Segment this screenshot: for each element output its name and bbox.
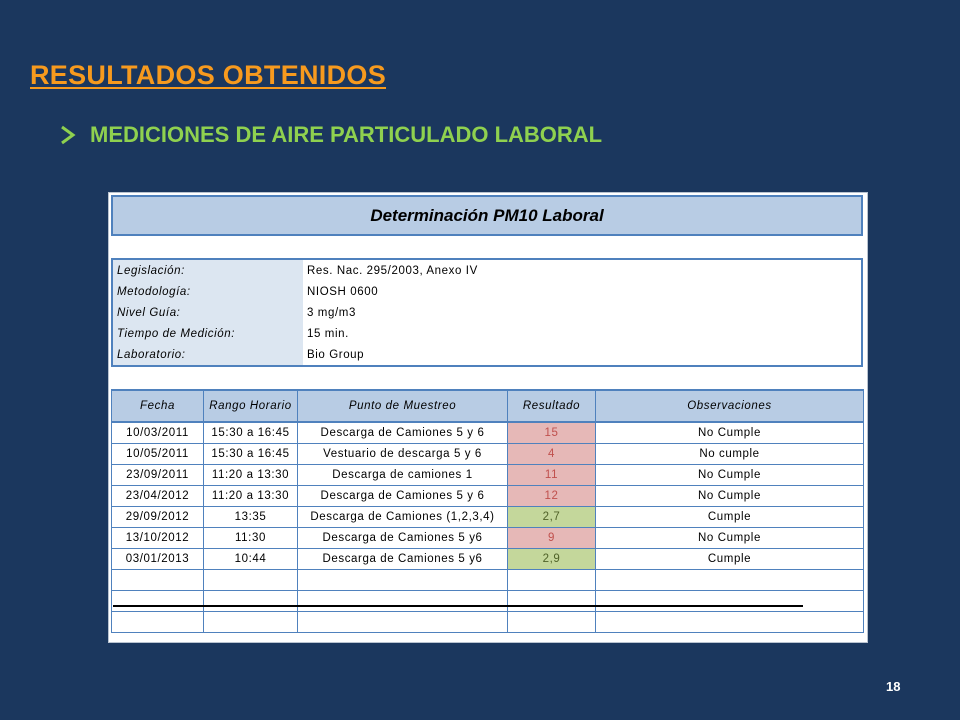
cell-observaciones [596, 612, 864, 633]
cell-punto: Descarga de Camiones 5 y 6 [298, 422, 508, 444]
info-value: 15 min. [307, 327, 349, 340]
cell-observaciones: Cumple [596, 549, 864, 570]
cell-fecha: 13/10/2012 [112, 528, 204, 549]
info-value: Res. Nac. 295/2003, Anexo IV [307, 264, 478, 277]
cell-punto: Descarga de camiones 1 [298, 465, 508, 486]
table-row [112, 507, 864, 528]
cell-punto: Descarga de Camiones (1,2,3,4) [298, 507, 508, 528]
cell-resultado [508, 591, 596, 612]
info-row [113, 260, 861, 281]
slide-title: RESULTADOS OBTENIDOS [30, 60, 387, 90]
cell-punto: Descarga de Camiones 5 y6 [298, 549, 508, 570]
subtitle-text: MEDICIONES DE AIRE PARTICULADO LABORAL [90, 122, 603, 147]
cell-fecha: 10/05/2011 [112, 444, 204, 465]
info-row [113, 344, 861, 365]
cell-observaciones: No Cumple [596, 528, 864, 549]
cell-fecha: 23/04/2012 [112, 486, 204, 507]
cell-observaciones: No cumple [596, 444, 864, 465]
info-row [113, 323, 861, 344]
info-table [111, 258, 863, 367]
info-label: Nivel Guía: [113, 302, 303, 323]
cell-rango [204, 591, 298, 612]
cell-resultado: 15 [508, 422, 596, 444]
cell-rango: 11:20 a 13:30 [204, 486, 298, 507]
info-value: NIOSH 0600 [307, 285, 379, 298]
cell-observaciones: No Cumple [596, 422, 864, 444]
cell-punto [298, 612, 508, 633]
cell-rango: 11:30 [204, 528, 298, 549]
cell-rango: 13:35 [204, 507, 298, 528]
table-row [112, 486, 864, 507]
info-label: Metodología: [113, 281, 303, 302]
cell-resultado: 2,9 [508, 549, 596, 570]
cell-resultado: 11 [508, 465, 596, 486]
cell-fecha: 03/01/2013 [112, 549, 204, 570]
table-row [112, 465, 864, 486]
cell-resultado [508, 612, 596, 633]
cell-resultado: 9 [508, 528, 596, 549]
cell-fecha [112, 570, 204, 591]
cell-rango: 11:20 a 13:30 [204, 465, 298, 486]
cell-fecha: 29/09/2012 [112, 507, 204, 528]
page-number: 18 [886, 679, 901, 694]
table-row [112, 570, 864, 591]
cell-rango: 10:44 [204, 549, 298, 570]
arrow-bullet-icon [60, 124, 76, 146]
table-header-row [112, 390, 864, 422]
col-header-observaciones: Observaciones [596, 390, 864, 422]
cell-resultado [508, 570, 596, 591]
cell-punto [298, 570, 508, 591]
cell-observaciones [596, 591, 864, 612]
table-row [112, 549, 864, 570]
pm10-sheet [108, 192, 868, 643]
info-value: 3 mg/m3 [307, 306, 356, 319]
table-row [112, 612, 864, 633]
cell-fecha: 10/03/2011 [112, 422, 204, 444]
cell-fecha [112, 591, 204, 612]
cell-punto: Descarga de Camiones 5 y6 [298, 528, 508, 549]
cell-punto: Vestuario de descarga 5 y 6 [298, 444, 508, 465]
cell-rango: 15:30 a 16:45 [204, 444, 298, 465]
sheet-heading: Determinación PM10 Laboral [111, 195, 863, 236]
cell-resultado: 4 [508, 444, 596, 465]
col-header-rango: Rango Horario [204, 390, 298, 422]
col-header-fecha: Fecha [112, 390, 204, 422]
cell-observaciones: No Cumple [596, 465, 864, 486]
col-header-resultado: Resultado [508, 390, 596, 422]
info-label: Legislación: [113, 260, 303, 281]
table-row [112, 444, 864, 465]
cell-resultado: 12 [508, 486, 596, 507]
info-value: Bio Group [307, 348, 365, 361]
results-table [111, 389, 864, 633]
cell-rango [204, 612, 298, 633]
info-row [113, 302, 861, 323]
cell-observaciones: Cumple [596, 507, 864, 528]
info-row [113, 281, 861, 302]
cell-observaciones: No Cumple [596, 486, 864, 507]
info-label: Tiempo de Medición: [113, 323, 303, 344]
cell-observaciones [596, 570, 864, 591]
cell-resultado: 2,7 [508, 507, 596, 528]
cell-rango [204, 570, 298, 591]
info-label: Laboratorio: [113, 344, 303, 365]
strike-line [113, 605, 803, 607]
col-header-punto: Punto de Muestreo [298, 390, 508, 422]
cell-punto [298, 591, 508, 612]
subtitle-bullet [60, 122, 602, 148]
cell-fecha: 23/09/2011 [112, 465, 204, 486]
cell-fecha [112, 612, 204, 633]
cell-punto: Descarga de Camiones 5 y 6 [298, 486, 508, 507]
table-row [112, 591, 864, 612]
cell-rango: 15:30 a 16:45 [204, 422, 298, 444]
table-row [112, 528, 864, 549]
table-row [112, 422, 864, 444]
